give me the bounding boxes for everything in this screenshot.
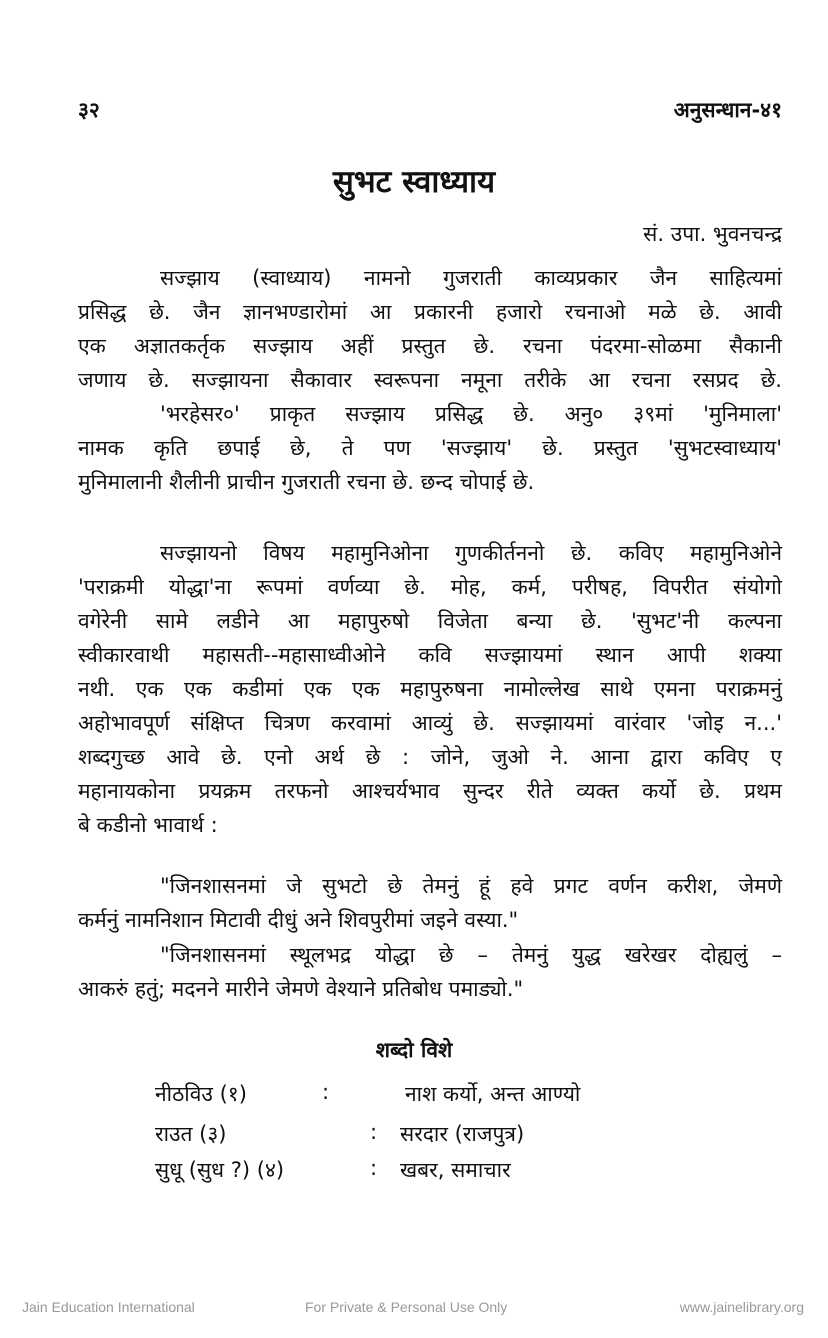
glossary-term: नीठविउ (१)	[155, 1082, 247, 1106]
text-line: नथी. एक एक कडीमां एक एक महापुरुषना नामोल्लेख साथे एमना पराक्रमनुं	[78, 677, 782, 701]
footer-publisher: Jain Education International	[22, 1299, 195, 1315]
text-line: 'भरहेसर०' प्राकृत सज्झाय प्रसिद्ध छे. अनु० ३९मां 'मुनिमाला'	[160, 402, 782, 426]
footer-notice: For Private & Personal Use Only	[305, 1299, 508, 1315]
text-line: महानायकोना प्रयक्रम तरफनो आश्चर्यभाव सुन्दर रीते व्यक्त कर्यो छे. प्रथम	[78, 779, 782, 803]
glossary-heading: शब्दो विशे	[375, 1038, 453, 1062]
text-line: अहोभावपूर्ण संक्षिप्त चित्रण करवामां आव्युं छे. सज्झायमां वारंवार 'जोइ न...'	[78, 711, 782, 735]
glossary-meaning: नाश कर्यो, अन्त आण्यो	[405, 1082, 581, 1106]
text-line: एक अज्ञातकर्तृक सज्झाय अहीं प्रस्तुत छे. रचना पंदरमा-सोळमा सैकानी	[78, 334, 782, 358]
author-line: सं. उपा. भुवनचन्द्र	[643, 222, 782, 246]
text-line: प्रसिद्ध छे. जैन ज्ञानभण्डारोमां आ प्रकारनी हजारो रचनाओ मळे छे. आवी	[78, 300, 782, 324]
text-line: वगेरेनी सामे लडीने आ महापुरुषो विजेता बन्या छे. 'सुभट'नी कल्पना	[78, 609, 782, 633]
glossary-separator: :	[322, 1080, 330, 1104]
text-line: जणाय छे. सज्झायना सैकावार स्वरूपना नमूना तरीके आ रचना रसप्रद छे.	[78, 368, 782, 392]
text-line: कर्मनुं नामनिशान मिटावी दीधुं अने शिवपुरीमां जइने वस्या."	[78, 908, 519, 932]
glossary-meaning: सरदार (राजपुत्र)	[400, 1122, 525, 1146]
article-title: सुभट स्वाध्याय	[332, 164, 496, 200]
text-line: नामक कृति छपाई छे, ते पण 'सज्झाय' छे. प्रस्तुत 'सुभटस्वाध्याय'	[78, 436, 782, 460]
text-line: 'पराक्रमी योद्धा'ना रूपमां वर्णव्या छे. मोह, कर्म, परीषह, विपरीत संयोगो	[78, 575, 782, 599]
running-header: अनुसन्धान-४१	[673, 98, 782, 122]
text-line: सज्झायनो विषय महामुनिओना गुणकीर्तननो छे. कविए महामुनिओने	[160, 541, 782, 565]
text-line: बे कडीनो भावार्थ :	[78, 813, 218, 837]
text-line: आकरुं हतुं; मदनने मारीने जेमणे वेश्याने प्रतिबोध पमाड्यो."	[78, 977, 524, 1001]
text-line: "जिनशासनमां जे सुभटो छे तेमनुं हूं हवे प्रगट वर्णन करीश, जेमणे	[160, 874, 782, 898]
footer-website-link[interactable]: www.jainelibrary.org	[679, 1299, 804, 1315]
glossary-separator: :	[370, 1120, 378, 1144]
text-line: सज्झाय (स्वाध्याय) नामनो गुजराती काव्यप्रकार जैन साहित्यमां	[160, 266, 782, 290]
glossary-separator: :	[370, 1156, 378, 1180]
text-line: "जिनशासनमां स्थूलभद्र योद्धा छे – तेमनुं युद्ध खरेखर दोह्यलुं –	[160, 943, 782, 967]
text-line: मुनिमालानी शैलीनी प्राचीन गुजराती रचना छे. छन्द चोपाई छे.	[78, 470, 535, 494]
glossary-term: सुधू (सुध ?) (४)	[155, 1158, 285, 1182]
text-line: शब्दगुच्छ आवे छे. एनो अर्थ छे : जोने, जुओ ने. आना द्वारा कविए ए	[78, 745, 782, 769]
text-line: स्वीकारवाथी महासती--महासाध्वीओने कवि सज्झायमां स्थान आपी शक्या	[78, 643, 782, 667]
glossary-meaning: खबर, समाचार	[400, 1158, 511, 1182]
glossary-term: राउत (३)	[155, 1122, 227, 1146]
page-number: ३२	[78, 98, 100, 122]
